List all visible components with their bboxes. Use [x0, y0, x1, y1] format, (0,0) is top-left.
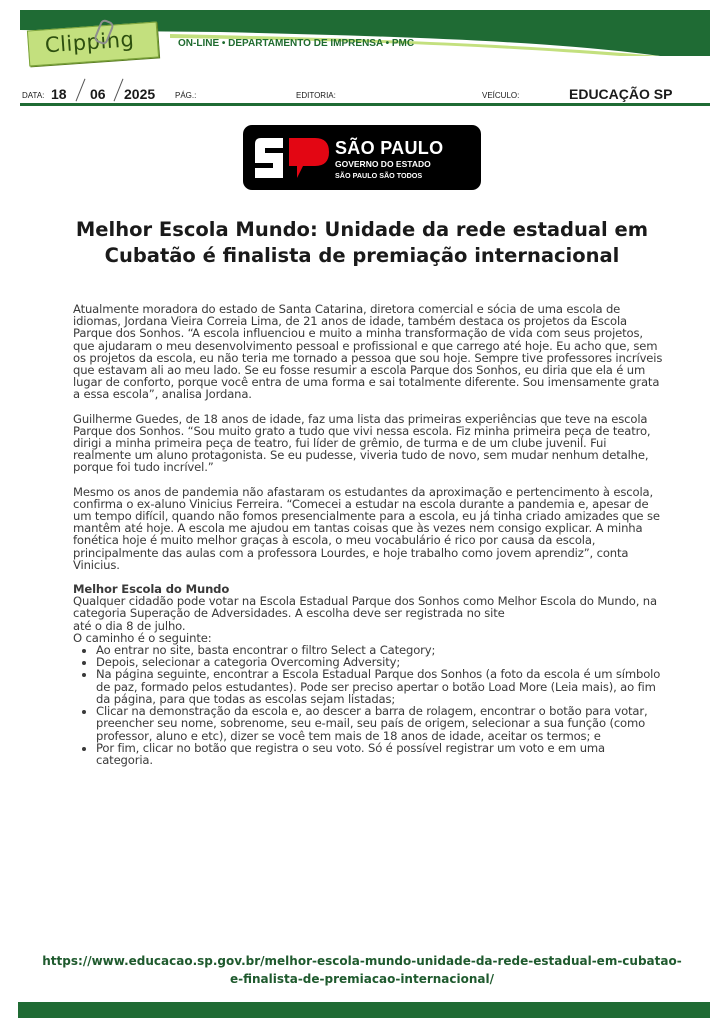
date-day: 18	[51, 86, 67, 102]
list-item: • Por fim, clicar no botão que registra o seu voto. Só é possível registrar um voto e em uma categoria.	[96, 742, 663, 766]
paragraph	[73, 595, 663, 632]
steps-list	[73, 644, 663, 766]
list-item: • Depois, selecionar a categoria Overcoming Adversity;	[96, 656, 663, 668]
date-separator	[76, 79, 86, 102]
logo-slogan: SÃO PAULO SÃO TODOS	[335, 171, 423, 180]
list-item: • Ao entrar no site, basta encontrar o filtro Select a Category;	[96, 644, 663, 656]
section-heading: Melhor Escola do Mundo	[73, 582, 230, 597]
date-month: 06	[90, 86, 106, 102]
paragraph: O caminho é o seguinte:	[73, 630, 212, 645]
footer-band	[18, 1002, 710, 1018]
page-label: PÁG.:	[175, 91, 197, 100]
editoria-label: EDITORIA:	[296, 91, 336, 100]
paragraph: Guilherme Guedes, de 18 anos de idade, faz uma lista das primeiras experiências que teve na escola Parque dos Sonhos. “Sou muito grato a tudo que vivi nessa escola. Fiz minha primeira peça de teatro, dirigi a minha primeira peça de teatro, fui líder de grêmio, de turma e de um clube juvenil. Fui realmente um aluno protagonista. Se eu pudesse, viveria tudo de novo, sem mudar nenhum detalhe, porque foi tudo incrível.”	[73, 411, 651, 475]
logo-subtitle: GOVERNO DO ESTADO	[335, 159, 431, 169]
article-body	[73, 303, 663, 766]
sao-paulo-government-logo	[243, 125, 481, 190]
source-url-link[interactable]: https://www.educacao.sp.gov.br/melhor-escola-mundo-unidade-da-rede-estadual-em-cubatao-e-finalista-de-premiacao-internacional/	[42, 954, 682, 986]
paragraph: Atualmente moradora do estado de Santa Catarina, diretora comercial e sócia de uma escola de idiomas, Jordana Vieira Correia Lima, de 21 anos de idade, também destaca os projetos da Escola Parque dos Sonhos. “A escola influenciou e muito a minha transformação de vida com seus projetos, que ajudaram o meu desenvolvimento pessoal e profissional e que carrego até hoje. Eu acho que, sem os projetos da escola, eu não teria me tornado a pessoa que sou hoje. Sempre tive professores incríveis que estavam ali ao meu lado. Se eu fosse resumir a escola Parque dos Sonhos, eu diria que ela é um lugar de conforto, porque você entra de uma forma e sai totalmente diferente. Sou imensamente grata a essa escola”, analisa Jordana.	[73, 302, 663, 402]
logo-title: SÃO PAULO	[335, 138, 444, 158]
clipping-label: Clipping	[44, 27, 136, 58]
paragraph: Mesmo os anos de pandemia não afastaram os estudantes da aproximação e pertencimento à escola, confirma o ex-aluno Vinicius Ferreira. “Comecei a estudar na escola durante a pandemia e, apesar de um tempo difícil, quando não fomos presencialmente para a escola, eu já tinha criado amizades que se mantêm até hoje. A escola me ajudou em tantas coisas que às vezes nem consigo explicar. A minha fonética hoje é muito melhor graças à escola, o meu vocabulário é rico por causa da escola, principalmente das aulas com a professora Lourdes, e hoje trabalho como jovem aprendiz”, conta Vinicius.	[73, 484, 660, 572]
clipping-badge	[27, 22, 159, 67]
list-item: • Na página seguinte, encontrar a Escola Estadual Parque dos Sonhos (a foto da escola é um símbolo de paz, formado pelos estudantes). Pode ser preciso apertar o botão Load More (Leia mais), ao fim da página, para que todas as escolas sejam listadas;	[96, 668, 663, 705]
article-title: Melhor Escola Mundo: Unidade da rede estadual em Cubatão é finalista de premiação internacional	[75, 218, 649, 267]
paragraph-text: Qualquer cidadão pode votar na Escola Estadual Parque dos Sonhos como Melhor Escola do Mundo, na categoria Superação de Adversidades. A escolha deve ser registrada no site	[73, 594, 657, 621]
paragraph-text: até o dia 8 de julho.	[73, 618, 186, 633]
veiculo-label: VEÍCULO:	[482, 91, 520, 100]
date-label: DATA:	[22, 91, 45, 100]
sp-logo-icon	[253, 138, 331, 178]
date-year: 2025	[124, 86, 156, 102]
list-item: • Clicar na demonstração da escola e, ao descer a barra de rolagem, encontrar o botão para votar, preencher seu nome, sobrenome, seu e-mail, seu país de origem, selecionar a sua função (como professor, aluno e etc), dizer se você tem mais de 18 anos de idade, aceitar os termos; e	[96, 705, 663, 742]
header-subtitle: ON-LINE • DEPARTAMENTO DE IMPRENSA • PMC	[178, 38, 415, 49]
date-separator	[114, 79, 124, 102]
meta-divider	[20, 103, 710, 106]
veiculo-value: EDUCAÇÃO SP	[569, 86, 673, 102]
